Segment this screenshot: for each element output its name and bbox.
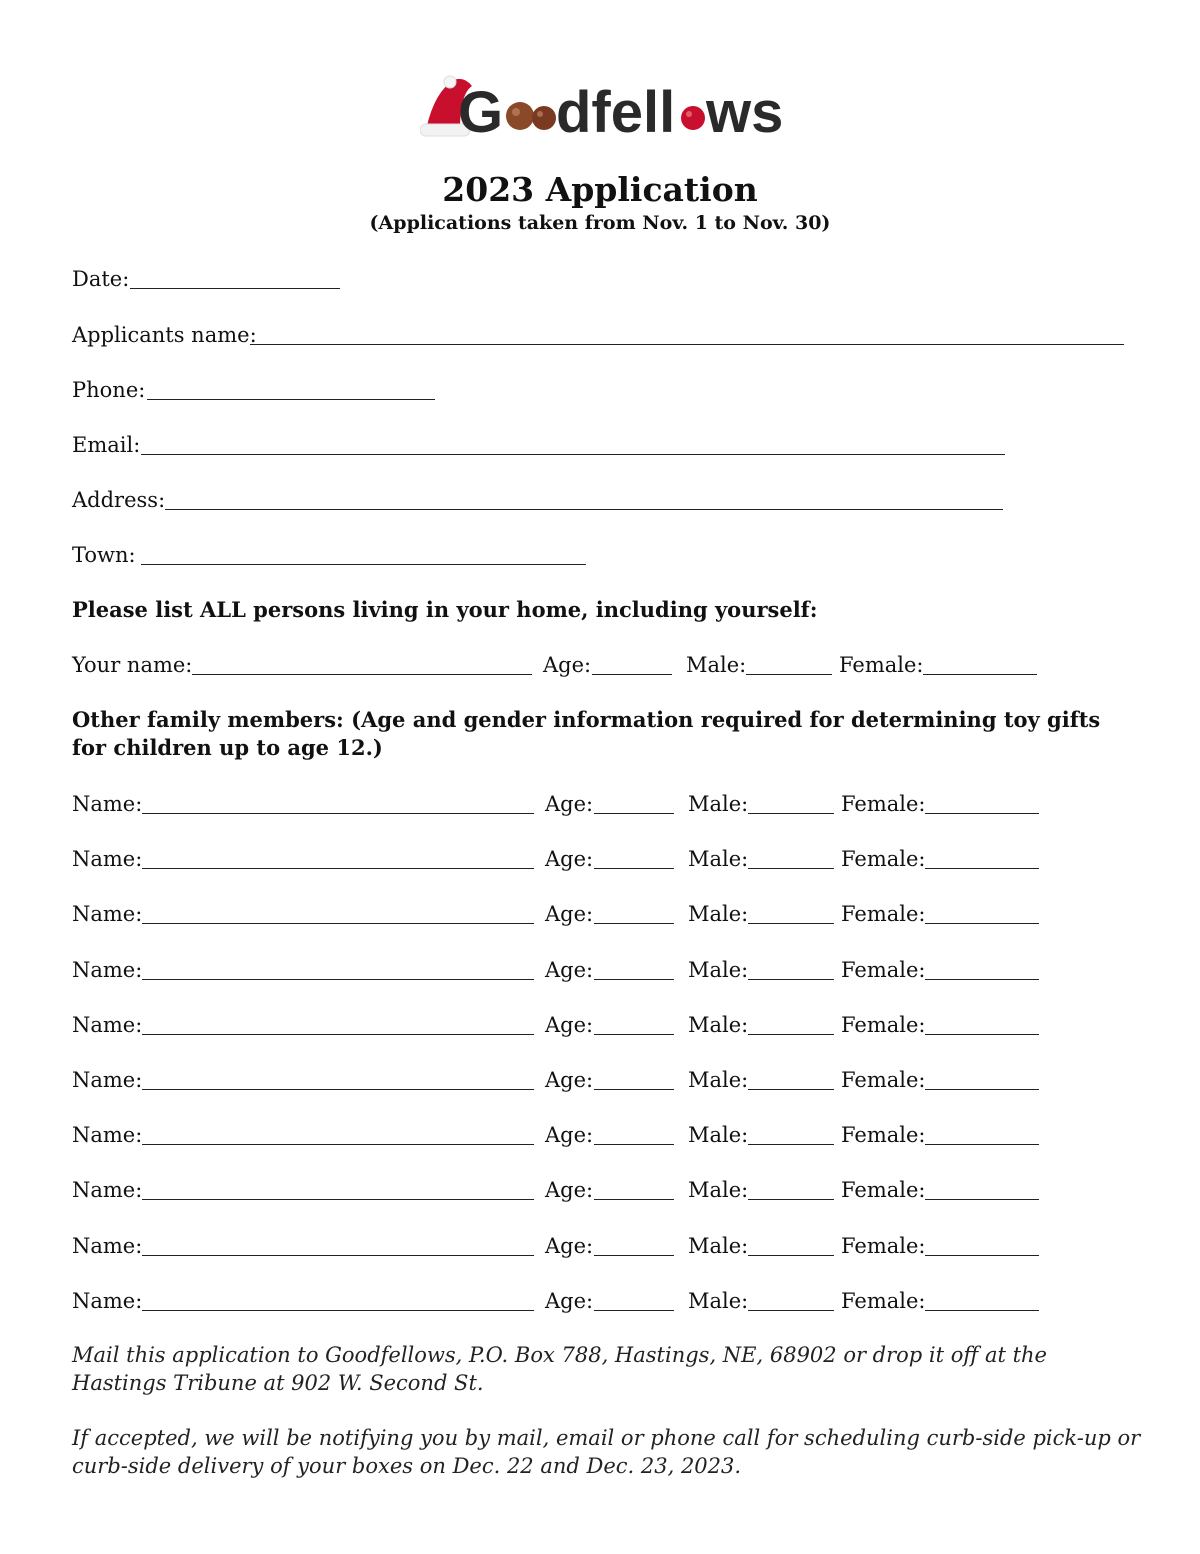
member-male-field[interactable] [748,979,834,980]
female-label: Female: [839,653,924,677]
member-name-field[interactable] [142,1199,534,1200]
family-member-row [72,955,1052,985]
member-female-field[interactable] [925,979,1039,980]
member-age-label: Age: [545,1123,594,1147]
member-female-label: Female: [841,902,926,926]
your-name-field[interactable] [192,674,532,675]
member-name-label: Name: [72,792,143,816]
member-female-field[interactable] [925,813,1039,814]
goodfellows-logo [420,72,790,142]
member-name-label: Name: [72,958,143,982]
member-age-label: Age: [545,1068,594,1092]
svg-text:G: G [458,80,504,142]
member-age-label: Age: [545,902,594,926]
notify-note: If accepted, we will be notifying you by mail, email or phone call for scheduling curb-side pick-up or curb-side delivery of your boxes on Dec. 22 and Dec. 23, 2023. [72,1426,1141,1478]
age-label: Age: [543,653,592,677]
member-age-field[interactable] [594,868,674,869]
member-female-field[interactable] [925,1199,1039,1200]
member-male-label: Male: [688,1289,749,1313]
member-male-label: Male: [688,1123,749,1147]
member-male-field[interactable] [748,813,834,814]
member-male-label: Male: [688,847,749,871]
male-field[interactable] [746,674,832,675]
mail-note: Mail this application to Goodfellows, P.O. Box 788, Hastings, NE, 68902 or drop it off at the Hastings Tribune at 902 W. Second St. [72,1343,1047,1395]
phone-field[interactable] [147,399,435,400]
email-field[interactable] [141,454,1005,455]
member-male-field[interactable] [748,1144,834,1145]
member-female-label: Female: [841,1123,926,1147]
member-female-field[interactable] [925,1255,1039,1256]
age-field[interactable] [592,674,672,675]
member-age-field[interactable] [594,1255,674,1256]
family-member-row [72,844,1052,874]
date-label: Date: [72,267,130,291]
member-female-field[interactable] [925,1089,1039,1090]
applicant-name-field[interactable] [250,344,1124,345]
member-male-field[interactable] [748,1310,834,1311]
member-male-field[interactable] [748,923,834,924]
address-label: Address: [72,488,166,512]
member-female-label: Female: [841,958,926,982]
family-member-row [72,1175,1052,1205]
member-age-field[interactable] [594,1034,674,1035]
member-age-label: Age: [545,1013,594,1037]
ornament-icon [506,102,534,130]
member-name-field[interactable] [142,1310,534,1311]
phone-label: Phone: [72,378,146,402]
member-name-label: Name: [72,1234,143,1258]
member-male-field[interactable] [748,1255,834,1256]
member-age-field[interactable] [594,1089,674,1090]
your-name-label: Your name: [72,653,193,677]
member-female-label: Female: [841,1068,926,1092]
member-male-label: Male: [688,1068,749,1092]
member-name-label: Name: [72,902,143,926]
page-subtitle: (Applications taken from Nov. 1 to Nov. 30) [369,212,831,234]
member-name-label: Name: [72,1289,143,1313]
address-row [72,485,1012,515]
female-field[interactable] [923,674,1037,675]
applicant-name-label: Applicants name: [72,323,257,347]
ornament-icon [532,106,556,130]
member-age-label: Age: [545,1178,594,1202]
member-age-field[interactable] [594,1310,674,1311]
member-male-label: Male: [688,1234,749,1258]
applicant-name-row [72,320,1132,350]
member-name-field[interactable] [142,1089,534,1090]
member-female-field[interactable] [925,1144,1039,1145]
member-male-field[interactable] [748,1034,834,1035]
member-female-label: Female: [841,1178,926,1202]
member-female-field[interactable] [925,1310,1039,1311]
member-age-label: Age: [545,1234,594,1258]
member-age-label: Age: [545,958,594,982]
town-label: Town: [72,543,136,567]
member-age-field[interactable] [594,979,674,980]
town-field[interactable] [141,564,586,565]
member-name-label: Name: [72,1068,143,1092]
self-row [72,650,1052,680]
page-title: 2023 Application [442,170,758,209]
member-name-field[interactable] [142,923,534,924]
member-female-label: Female: [841,792,926,816]
svg-text:dfell: dfell [556,80,676,142]
family-member-row [72,1231,1052,1261]
phone-row [72,375,452,405]
family-heading: Other family members: (Age and gender information required for determining toy gifts for children up to age 12.) [72,707,1101,760]
member-age-field[interactable] [594,923,674,924]
family-member-row [72,789,1052,819]
member-male-label: Male: [688,958,749,982]
member-female-label: Female: [841,1234,926,1258]
email-row [72,430,1012,460]
male-label: Male: [686,653,747,677]
member-male-label: Male: [688,1178,749,1202]
family-member-row [72,1120,1052,1150]
member-female-label: Female: [841,1289,926,1313]
member-name-field[interactable] [142,868,534,869]
svg-text:ws: ws [706,80,784,142]
member-name-field[interactable] [142,979,534,980]
member-name-label: Name: [72,847,143,871]
date-field[interactable] [130,288,340,289]
household-heading: Please list ALL persons living in your home, including yourself: [72,597,818,622]
family-member-row [72,899,1052,929]
family-member-row [72,1010,1052,1040]
member-name-label: Name: [72,1123,143,1147]
member-female-field[interactable] [925,923,1039,924]
family-member-row [72,1065,1052,1095]
member-name-field[interactable] [142,1144,534,1145]
member-age-field[interactable] [594,1144,674,1145]
address-field[interactable] [165,509,1003,510]
member-age-label: Age: [545,847,594,871]
member-male-label: Male: [688,1013,749,1037]
member-female-field[interactable] [925,868,1039,869]
member-name-field[interactable] [142,813,534,814]
date-row [72,264,372,294]
member-age-label: Age: [545,792,594,816]
member-female-label: Female: [841,847,926,871]
member-age-field[interactable] [594,813,674,814]
logo-graphic [420,72,790,142]
member-male-field[interactable] [748,868,834,869]
member-name-field[interactable] [142,1034,534,1035]
member-male-field[interactable] [748,1089,834,1090]
member-age-label: Age: [545,1289,594,1313]
email-label: Email: [72,433,141,457]
ornament-icon [681,106,705,130]
member-name-field[interactable] [142,1255,534,1256]
town-row [72,540,592,570]
member-name-label: Name: [72,1013,143,1037]
member-name-label: Name: [72,1178,143,1202]
member-male-label: Male: [688,792,749,816]
family-member-row [72,1286,1052,1316]
member-female-field[interactable] [925,1034,1039,1035]
member-age-field[interactable] [594,1199,674,1200]
member-female-label: Female: [841,1013,926,1037]
member-male-label: Male: [688,902,749,926]
member-male-field[interactable] [748,1199,834,1200]
